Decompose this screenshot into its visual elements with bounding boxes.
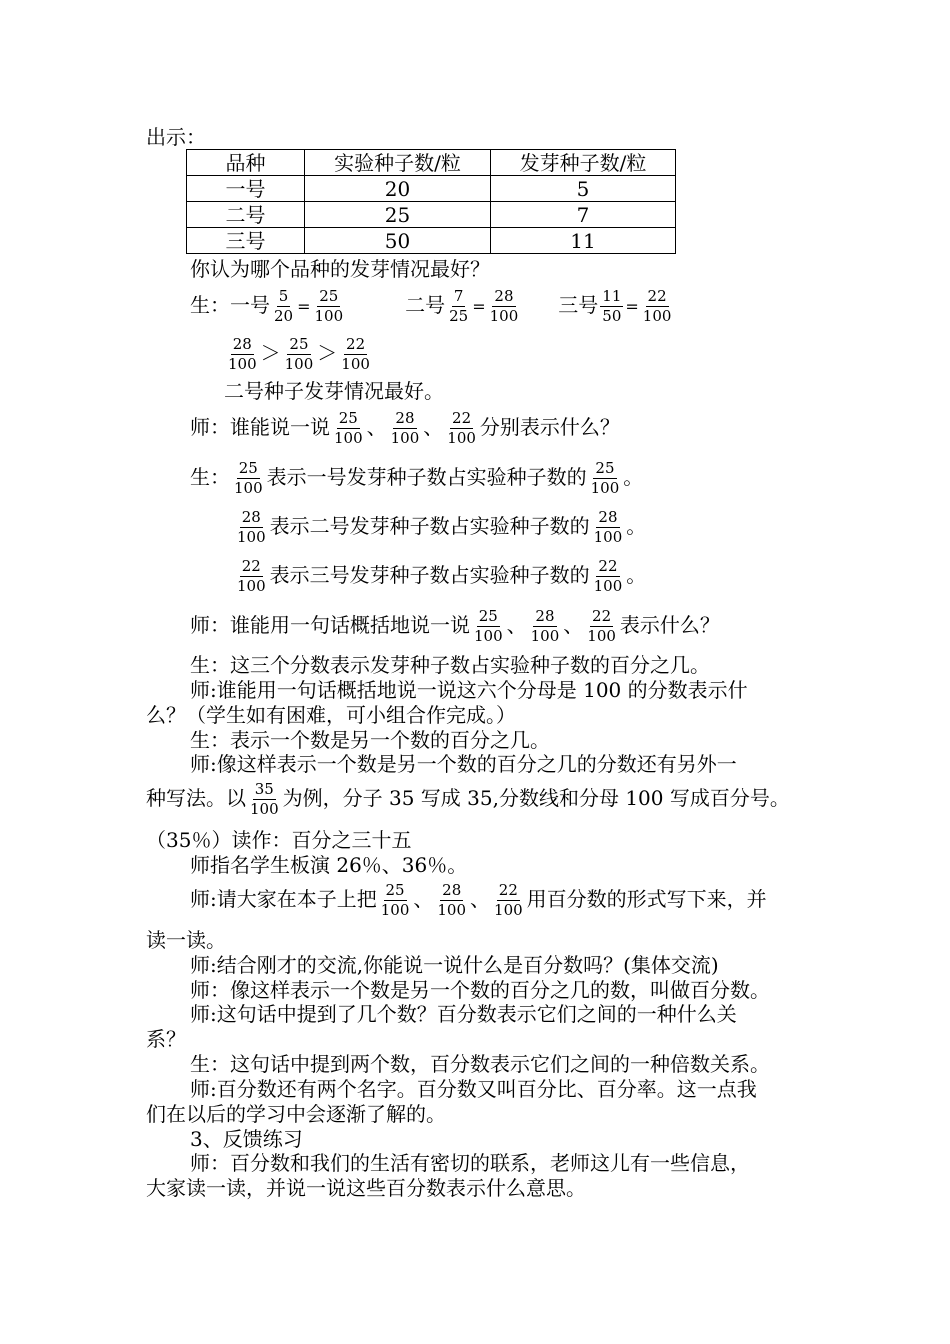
fraction: $\frac{28}{100}$ (237, 508, 266, 546)
table-row (187, 176, 676, 202)
table-row (187, 202, 676, 228)
table-row (187, 228, 676, 254)
fraction: $\frac{22}{100}$ (341, 335, 370, 373)
table-cell: 二号 (187, 202, 305, 228)
paragraph: 师:像这样表示一个数是另一个数的百分之几的分数还有另外一 (190, 752, 737, 776)
student-answer-3: $\frac{22}{100}$ 表示三号发芽种子数占实验种子数的 $\frac{22}{100}$ 。 (237, 557, 647, 595)
speaker-label: 生： (190, 293, 230, 317)
table-header-cell: 实验种子数/粒 (305, 150, 491, 176)
student-answer-2: $\frac{28}{100}$ 表示二号发芽种子数占实验种子数的 $\frac{28}{100}$ 。 (237, 508, 647, 546)
greater-than-sign: ＞ (260, 341, 281, 365)
paragraph: 师:结合刚才的交流,你能说一说什么是百分数吗？(集体交流) (190, 953, 719, 977)
student-fraction-line (190, 283, 675, 329)
paragraph: 师:百分数还有两个名字。百分数又叫百分比、百分率。这一点我 (190, 1077, 757, 1101)
paragraph: 生：表示一个数是另一个数的百分之几。 (190, 728, 550, 752)
fraction: $\frac{28}{100}$ (437, 881, 467, 919)
fraction: $\frac{25}{100}$ (474, 607, 503, 645)
paragraph: 师：百分数和我们的生活有密切的联系，老师这儿有一些信息， (190, 1151, 750, 1175)
table-cell: 三号 (187, 228, 305, 254)
table-cell: 一号 (187, 176, 305, 202)
table-cell: 50 (305, 228, 491, 254)
paragraph: 师指名学生板演 26％、36％。 (190, 853, 468, 877)
paragraph: 师:这句话中提到了几个数？百分数表示它们之间的一种什么关 (190, 1002, 737, 1026)
variety-label: 一号 (230, 293, 270, 317)
equals-sign: = (625, 297, 639, 316)
variety-label: 二号 (405, 293, 446, 317)
section-heading: 3、反馈练习 (190, 1127, 303, 1151)
fraction: $\frac{28}{100}$ (593, 508, 623, 546)
fraction: $\frac{25}{100}$ (380, 881, 410, 919)
fraction: $\frac{22}{100}$ (237, 557, 266, 595)
student-answer-1: 生： $\frac{25}{100}$ 表示一号发芽种子数占实验种子数的 $\frac{25}{100}$ 。 (190, 459, 644, 497)
table-cell: 20 (305, 176, 491, 202)
equals-sign: = (472, 297, 486, 316)
table-cell: 25 (305, 202, 491, 228)
table-cell: 11 (491, 228, 676, 254)
fraction: $\frac{25}{100}$ (590, 459, 620, 497)
fraction: $\frac{11}{50}$ (602, 287, 622, 325)
variety-label: 三号 (558, 293, 599, 317)
conclusion-text: 二号种子发芽情况最好。 (224, 379, 444, 403)
fraction: $\frac{5}{20}$ (274, 287, 294, 325)
fraction: $\frac{28}{100}$ (390, 409, 420, 447)
table-header-cell: 发芽种子数/粒 (491, 150, 676, 176)
greater-than-sign: ＞ (317, 341, 338, 365)
paragraph: 师：像这样表示一个数是另一个数的百分之几的数，叫做百分数。 (190, 978, 770, 1002)
fraction: $\frac{25}{100}$ (314, 287, 344, 325)
fraction: $\frac{35}{100}$ (250, 780, 279, 818)
fraction: $\frac{25}{100}$ (234, 459, 263, 497)
question-best-variety: 你认为哪个品种的发芽情况最好？ (190, 257, 490, 281)
paragraph: 系？ (146, 1027, 186, 1051)
fraction: $\frac{25}{100}$ (284, 335, 314, 373)
fraction: $\frac{22}{100}$ (494, 881, 523, 919)
teacher-question-1: 师：谁能说一说 $\frac{25}{100}$ 、 $\frac{28}{100}$ 、 $\frac{22}{100}$ 分别表示什么？ (190, 409, 620, 447)
teacher-question-2: 师：谁能用一句话概括地说一说 $\frac{25}{100}$ 、 $\frac{28}{100}$ 、 $\frac{22}{100}$ 表示什么？ (190, 607, 720, 645)
table-cell: 5 (491, 176, 676, 202)
equals-sign: = (297, 297, 311, 316)
fraction: $\frac{28}{100}$ (530, 607, 560, 645)
intro-label: 出示： (146, 125, 206, 149)
table-cell: 7 (491, 202, 676, 228)
fraction: $\frac{22}{100}$ (587, 607, 616, 645)
paragraph: 师:请大家在本子上把 $\frac{25}{100}$ 、 $\frac{28}{100}$ 、 $\frac{22}{100}$ 用百分数的形式写下来，并 (190, 881, 767, 919)
fraction: $\frac{25}{100}$ (334, 409, 363, 447)
paragraph: 师:谁能用一句话概括地说一说这六个分母是 100 的分数表示什 (190, 678, 748, 702)
seed-table (186, 149, 676, 254)
fraction: $\frac{22}{100}$ (447, 409, 476, 447)
table-header-row (187, 150, 676, 176)
paragraph: 生：这句话中提到两个数，百分数表示它们之间的一种倍数关系。 (190, 1052, 770, 1076)
paragraph: 生：这三个分数表示发芽种子数占实验种子数的百分之几。 (190, 653, 710, 677)
fraction: $\frac{22}{100}$ (642, 287, 672, 325)
fraction: $\frac{28}{100}$ (489, 287, 519, 325)
table-header-cell: 品种 (187, 150, 305, 176)
fraction: $\frac{7}{25}$ (449, 287, 469, 325)
fraction: $\frac{28}{100}$ (228, 335, 257, 373)
paragraph: （35％）读作：百分之三十五 (146, 828, 412, 852)
paragraph: 种写法。以 $\frac{35}{100}$ 为例，分子 35 写成 35,分数线和分母 100 写成百分号。 (146, 780, 790, 818)
paragraph: 们在以后的学习中会逐渐了解的。 (146, 1102, 446, 1126)
comparison-line (224, 331, 374, 375)
paragraph: 么？（学生如有困难，可小组合作完成。） (146, 703, 516, 727)
paragraph: 大家读一读，并说一说这些百分数表示什么意思。 (146, 1176, 586, 1200)
fraction: $\frac{22}{100}$ (593, 557, 623, 595)
paragraph: 读一读。 (146, 928, 226, 952)
